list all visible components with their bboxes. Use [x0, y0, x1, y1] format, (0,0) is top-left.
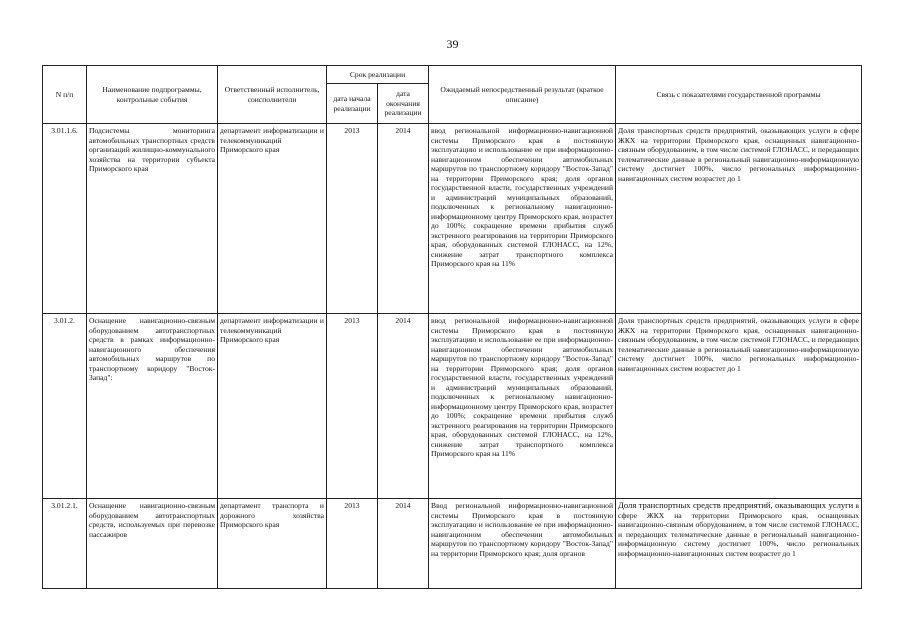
table-row — [43, 124, 862, 314]
row-num: 3.01.1.6. — [43, 124, 87, 314]
row-executor: департамент транспорта и дорожного хозяйства Приморского края — [218, 499, 327, 589]
row-end: 2014 — [378, 124, 429, 314]
row-end: 2014 — [378, 314, 429, 499]
row-end: 2014 — [378, 499, 429, 589]
row-name: Оснащение навигационно-связным оборудованием автотранспортных средств, используемых при перевозке пассажиров — [87, 499, 218, 589]
page-number: 39 — [446, 37, 459, 51]
header-name: Наименование подпрограммы, контрольные события — [87, 66, 218, 124]
header-start: дата начала реализации — [327, 84, 378, 124]
row-executor: департамент информатизации и телекоммуникаций Приморского края — [218, 124, 327, 314]
program-table — [42, 65, 862, 589]
row-link-lead: Доля транспортных средств предприятий, оказывающих услуги — [618, 500, 854, 510]
row-result: Ввод региональной информационно-навигационной системы Приморского края в постоянную эксплуатацию и использование ее при информационно-навигационном обеспечении автомобильных маршрутов по транспортному коридору "Восток-Запад" на территории Приморского края; доля органов — [429, 499, 616, 589]
header-period: Срок реализации — [327, 66, 429, 84]
row-start: 2013 — [327, 124, 378, 314]
row-name: Оснащение навигационно-связным оборудованием автотранспортных средств в рамках информационно-навигационного обеспечения автомобильных маршрутов по транспортному коридору "Восток-Запад": — [87, 314, 218, 499]
table-row — [43, 314, 862, 499]
table-row — [43, 499, 862, 589]
header-result: Ожидаемый непосредственный результат (краткое описание) — [429, 66, 616, 124]
row-link-cell — [616, 499, 862, 589]
row-link: в сфере ЖКХ на территории Приморского края, оснащенных навигационно-связным оборудованием, в том числе системой ГЛОНАСС, и передающих телематические данные в региональный навигационно-информационную систему достигнет 100%, число региональных информационно-навигационных систем возрастет до 1 — [618, 501, 860, 558]
row-executor: департамент информатизации и телекоммуникаций Приморского края — [218, 314, 327, 499]
row-result: ввод региональной информационно-навигационной системы Приморского края в постоянную эксплуатацию и использование ее при информационно-навигационном обеспечении автомобильных маршрутов по транспортному коридору "Восток-Запад" на территории Приморского края; доля органов государственной власти, государственных учреждений и администраций муниципальных образований, подключенных к региональному навигационно-информационному центру Приморского края, возрастет до 100%; сокращение времени прибытия служб экстренного реагирования на территории Приморского края, оборудованных системой ГЛОНАСС, на 12%, снижение затрат транспортного комплекса Приморского края на 11% — [429, 124, 616, 314]
row-name: Подсистемы мониторинга автомобильных транспортных средств организаций жилищно-коммунального хозяйства на территории субъекта Приморского края — [87, 124, 218, 314]
row-start: 2013 — [327, 314, 378, 499]
header-end: дата окончания реализации — [378, 84, 429, 124]
row-start: 2013 — [327, 499, 378, 589]
header-executor: Ответственный исполнитель, соисполнители — [218, 66, 327, 124]
row-link: Доля транспортных средств предприятий, оказывающих услуги в сфере ЖКХ на территории Приморского края, оснащенных навигационно-связным оборудованием, в том числе системой ГЛОНАСС, и передающих телематические данные в региональный навигационно-информационную систему достигнет 100%, число региональных информационно-навигационных систем возрастет до 1 — [616, 124, 862, 314]
row-num: 3.01.2.1. — [43, 499, 87, 589]
row-result: ввод региональной информационно-навигационной системы Приморского края в постоянную эксплуатацию и использование ее при информационно-навигационном обеспечении автомобильных маршрутов по транспортному коридору "Восток-Запад" на территории Приморского края; доля органов государственной власти, государственных учреждений и администраций муниципальных образований, подключенных к региональному навигационно-информационному центру Приморского края, возрастет до 100%; сокращение времени прибытия служб экстренного реагирования на территории Приморского края, оборудованных системой ГЛОНАСС, на 12%, снижение затрат транспортного комплекса Приморского края на 11% — [429, 314, 616, 499]
header-link: Связь с показателями государственной программы — [616, 66, 862, 124]
header-num: N п/п — [43, 66, 87, 124]
row-link: Доля транспортных средств предприятий, оказывающих услуги в сфере ЖКХ на территории Приморского края, оснащенных навигационно-связным оборудованием, в том числе системой ГЛОНАСС, и передающих телематические данные в региональный навигационно-информационную систему достигнет 100%, число региональных информационно-навигационных систем возрастет до 1 — [616, 314, 862, 499]
row-num: 3.01.2. — [43, 314, 87, 499]
